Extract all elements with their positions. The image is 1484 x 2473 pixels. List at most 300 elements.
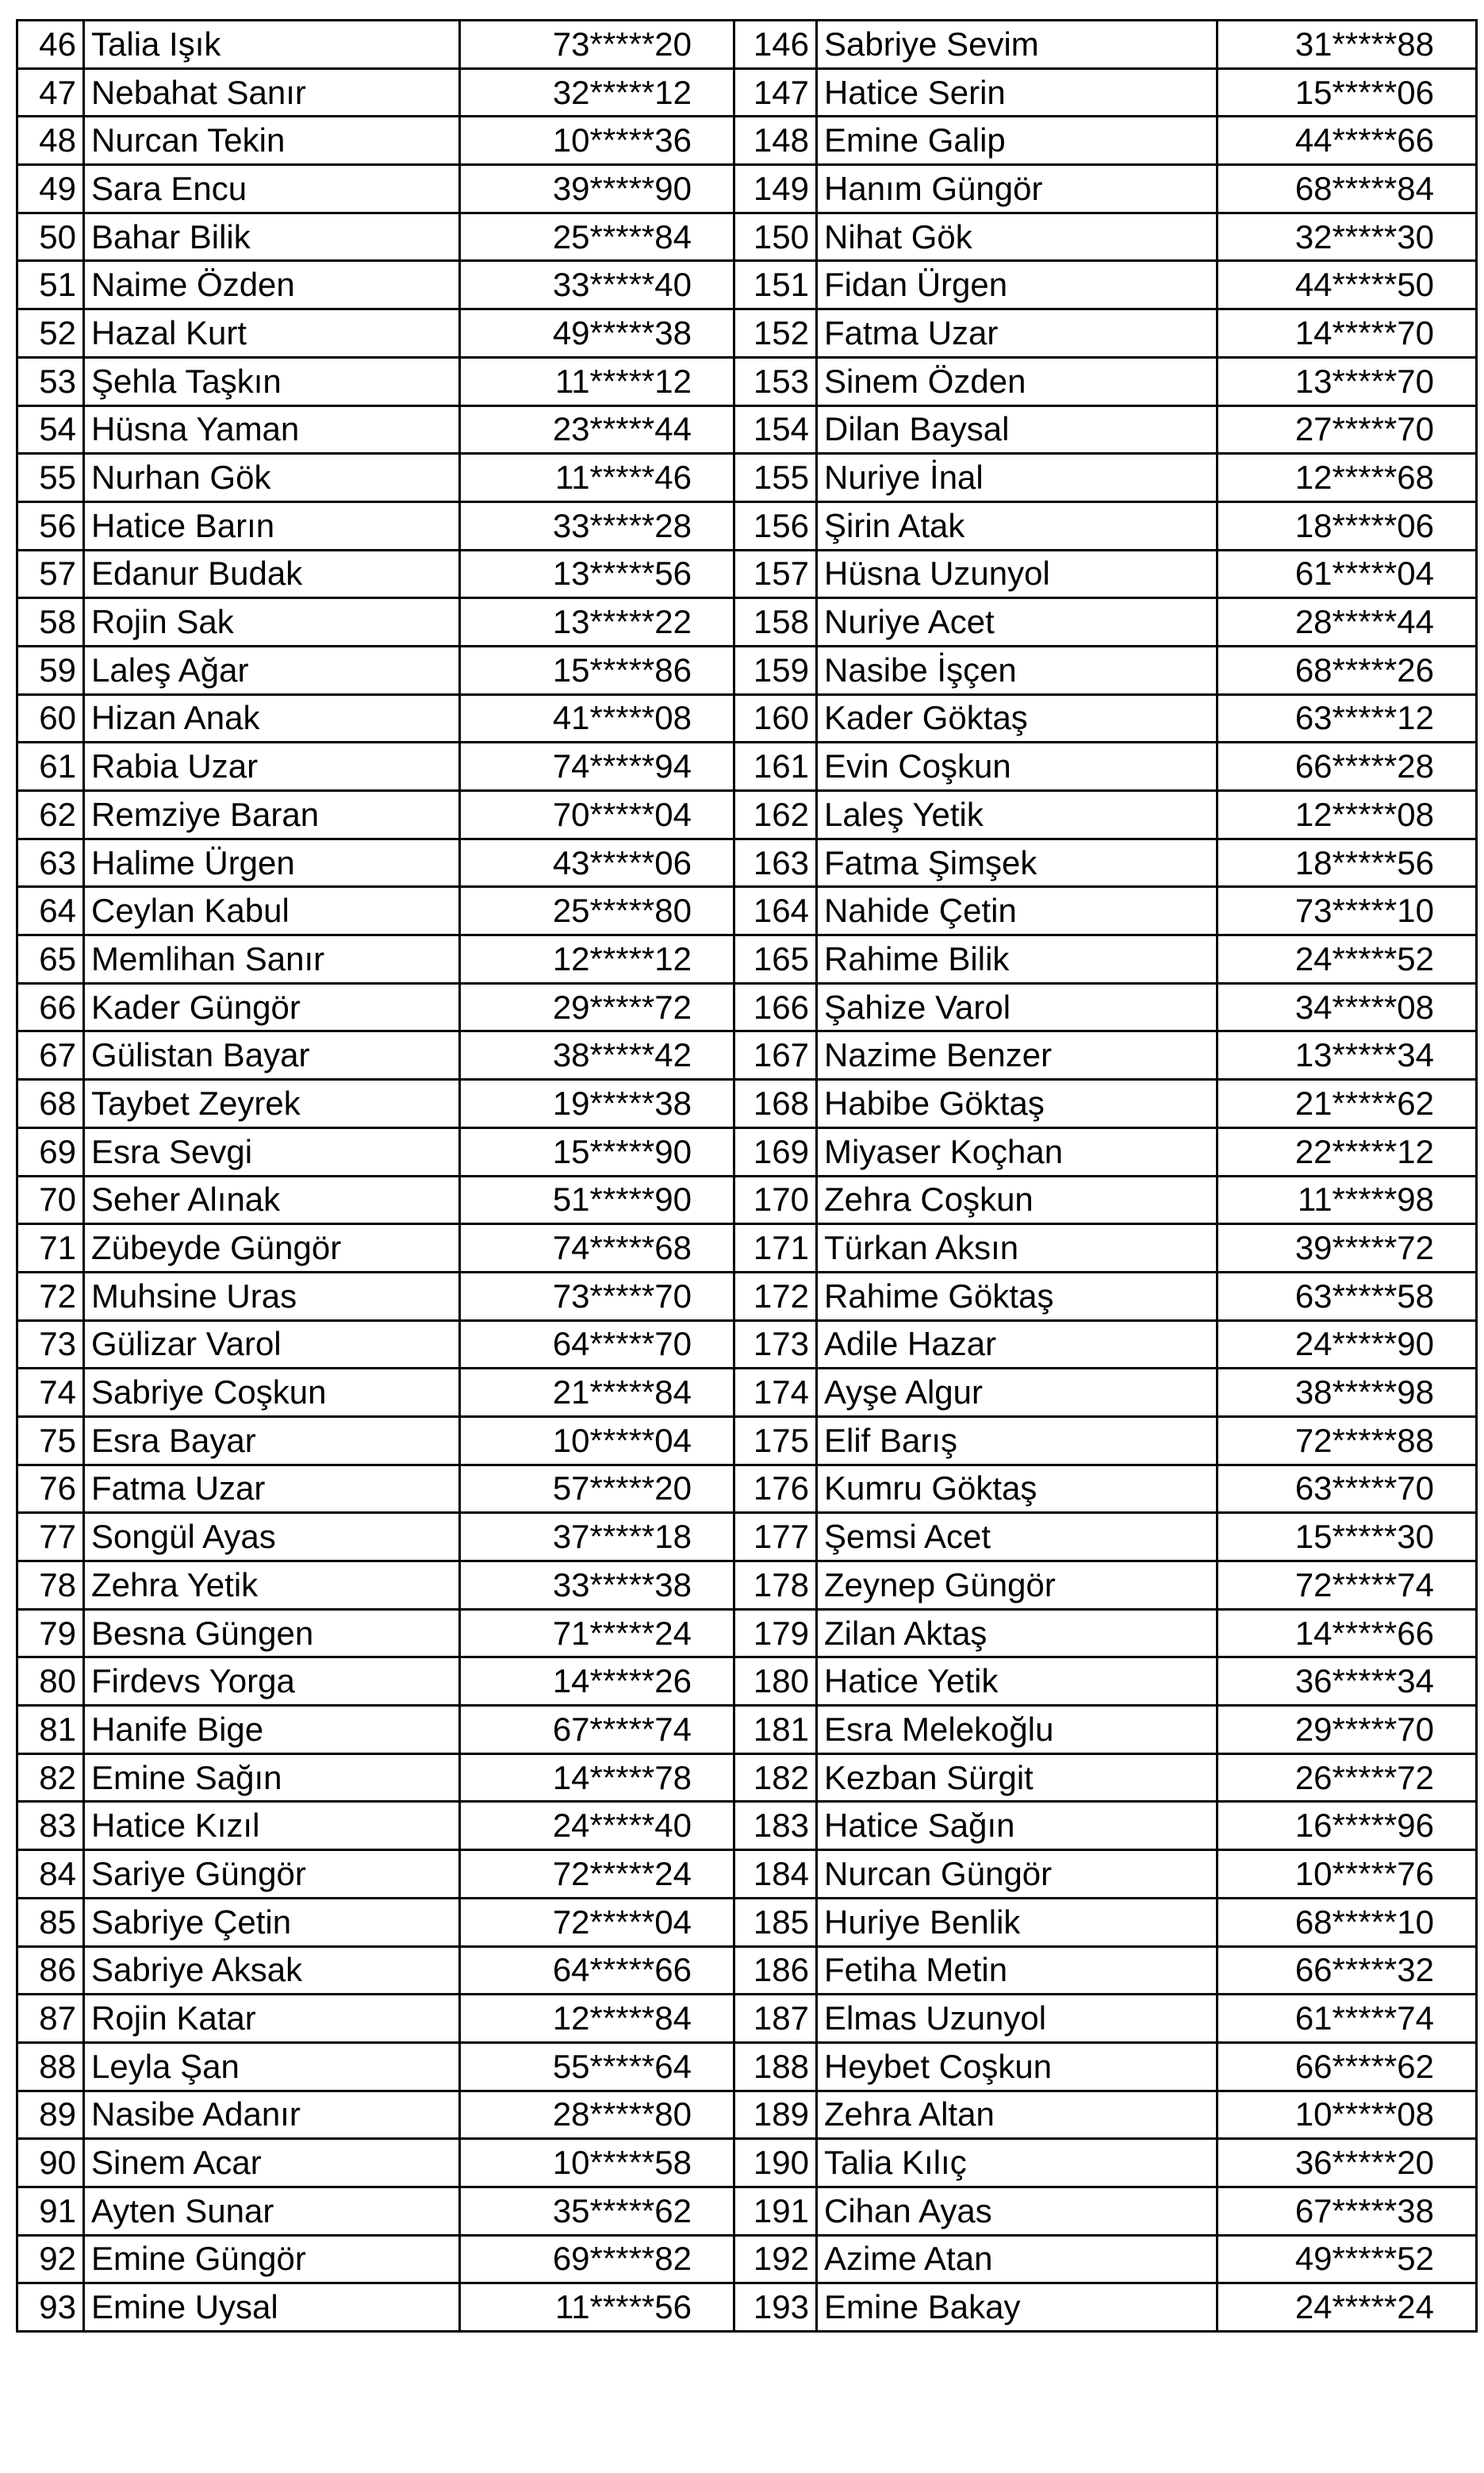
right-masked-id-cell: 66*****32 bbox=[1217, 1946, 1477, 1995]
right-person-name-cell: Nazime Benzer bbox=[817, 1031, 1217, 1080]
table-row bbox=[17, 309, 1477, 358]
right-person-name-cell: Kader Göktaş bbox=[817, 694, 1217, 743]
right-row-number-cell: 163 bbox=[734, 839, 817, 887]
left-row-number-cell: 93 bbox=[17, 2283, 84, 2332]
left-masked-id-cell: 57*****20 bbox=[460, 1465, 734, 1513]
left-person-name-cell: Edanur Budak bbox=[84, 550, 460, 598]
left-person-name-cell: Sabriye Çetin bbox=[84, 1898, 460, 1946]
table-row bbox=[17, 1513, 1477, 1561]
table-row bbox=[17, 983, 1477, 1031]
left-row-number-cell: 62 bbox=[17, 791, 84, 839]
table-row bbox=[17, 1609, 1477, 1657]
left-person-name-cell: Muhsine Uras bbox=[84, 1272, 460, 1320]
left-person-name-cell: Zübeyde Güngör bbox=[84, 1224, 460, 1273]
right-person-name-cell: Elmas Uzunyol bbox=[817, 1995, 1217, 2043]
table-row bbox=[17, 839, 1477, 887]
table-row bbox=[17, 1272, 1477, 1320]
table-row bbox=[17, 791, 1477, 839]
right-row-number-cell: 169 bbox=[734, 1127, 817, 1176]
left-masked-id-cell: 64*****70 bbox=[460, 1320, 734, 1369]
right-person-name-cell: Kezban Sürgit bbox=[817, 1753, 1217, 1802]
table-row bbox=[17, 1850, 1477, 1899]
right-row-number-cell: 162 bbox=[734, 791, 817, 839]
left-row-number-cell: 50 bbox=[17, 213, 84, 261]
left-masked-id-cell: 38*****42 bbox=[460, 1031, 734, 1080]
right-person-name-cell: Hatice Sağın bbox=[817, 1802, 1217, 1850]
table-row bbox=[17, 2187, 1477, 2235]
right-row-number-cell: 148 bbox=[734, 117, 817, 165]
table-row bbox=[17, 1224, 1477, 1273]
right-person-name-cell: Nahide Çetin bbox=[817, 887, 1217, 935]
right-row-number-cell: 158 bbox=[734, 598, 817, 647]
left-row-number-cell: 77 bbox=[17, 1513, 84, 1561]
left-masked-id-cell: 72*****04 bbox=[460, 1898, 734, 1946]
right-person-name-cell: Emine Bakay bbox=[817, 2283, 1217, 2332]
left-row-number-cell: 65 bbox=[17, 935, 84, 984]
right-row-number-cell: 156 bbox=[734, 501, 817, 550]
left-masked-id-cell: 33*****40 bbox=[460, 261, 734, 309]
right-person-name-cell: Cihan Ayas bbox=[817, 2187, 1217, 2235]
right-masked-id-cell: 68*****10 bbox=[1217, 1898, 1477, 1946]
left-masked-id-cell: 70*****04 bbox=[460, 791, 734, 839]
left-person-name-cell: Sara Encu bbox=[84, 165, 460, 213]
right-masked-id-cell: 61*****74 bbox=[1217, 1995, 1477, 2043]
left-person-name-cell: Zehra Yetik bbox=[84, 1561, 460, 1610]
left-person-name-cell: Sariye Güngör bbox=[84, 1850, 460, 1899]
right-row-number-cell: 167 bbox=[734, 1031, 817, 1080]
right-masked-id-cell: 34*****08 bbox=[1217, 983, 1477, 1031]
left-masked-id-cell: 13*****56 bbox=[460, 550, 734, 598]
table-row bbox=[17, 405, 1477, 454]
left-masked-id-cell: 10*****36 bbox=[460, 117, 734, 165]
right-masked-id-cell: 44*****50 bbox=[1217, 261, 1477, 309]
right-person-name-cell: Hanım Güngör bbox=[817, 165, 1217, 213]
right-person-name-cell: Rahime Bilik bbox=[817, 935, 1217, 984]
left-row-number-cell: 61 bbox=[17, 743, 84, 791]
left-row-number-cell: 52 bbox=[17, 309, 84, 358]
right-masked-id-cell: 16*****96 bbox=[1217, 1802, 1477, 1850]
right-masked-id-cell: 27*****70 bbox=[1217, 405, 1477, 454]
right-row-number-cell: 191 bbox=[734, 2187, 817, 2235]
left-masked-id-cell: 55*****64 bbox=[460, 2042, 734, 2091]
right-masked-id-cell: 73*****10 bbox=[1217, 887, 1477, 935]
left-person-name-cell: Nebahat Sanır bbox=[84, 68, 460, 117]
left-row-number-cell: 79 bbox=[17, 1609, 84, 1657]
right-person-name-cell: Nurcan Güngör bbox=[817, 1850, 1217, 1899]
right-row-number-cell: 151 bbox=[734, 261, 817, 309]
table-row bbox=[17, 694, 1477, 743]
left-masked-id-cell: 64*****66 bbox=[460, 1946, 734, 1995]
right-person-name-cell: Fidan Ürgen bbox=[817, 261, 1217, 309]
right-masked-id-cell: 24*****24 bbox=[1217, 2283, 1477, 2332]
left-person-name-cell: Remziye Baran bbox=[84, 791, 460, 839]
right-masked-id-cell: 31*****88 bbox=[1217, 21, 1477, 69]
table-row bbox=[17, 1753, 1477, 1802]
right-person-name-cell: Fatma Şimşek bbox=[817, 839, 1217, 887]
right-person-name-cell: Kumru Göktaş bbox=[817, 1465, 1217, 1513]
left-person-name-cell: Firdevs Yorga bbox=[84, 1657, 460, 1706]
left-person-name-cell: Sabriye Aksak bbox=[84, 1946, 460, 1995]
left-row-number-cell: 91 bbox=[17, 2187, 84, 2235]
right-person-name-cell: Huriye Benlik bbox=[817, 1898, 1217, 1946]
right-person-name-cell: Fetiha Metin bbox=[817, 1946, 1217, 1995]
left-person-name-cell: Fatma Uzar bbox=[84, 1465, 460, 1513]
left-masked-id-cell: 37*****18 bbox=[460, 1513, 734, 1561]
right-row-number-cell: 174 bbox=[734, 1369, 817, 1417]
table-row bbox=[17, 21, 1477, 69]
left-masked-id-cell: 33*****28 bbox=[460, 501, 734, 550]
right-row-number-cell: 147 bbox=[734, 68, 817, 117]
left-person-name-cell: Besna Güngen bbox=[84, 1609, 460, 1657]
left-person-name-cell: Ayten Sunar bbox=[84, 2187, 460, 2235]
left-masked-id-cell: 33*****38 bbox=[460, 1561, 734, 1610]
right-row-number-cell: 153 bbox=[734, 357, 817, 405]
right-row-number-cell: 170 bbox=[734, 1176, 817, 1224]
table-row bbox=[17, 646, 1477, 694]
right-row-number-cell: 149 bbox=[734, 165, 817, 213]
left-person-name-cell: Nurcan Tekin bbox=[84, 117, 460, 165]
right-person-name-cell: Laleş Yetik bbox=[817, 791, 1217, 839]
right-masked-id-cell: 10*****76 bbox=[1217, 1850, 1477, 1899]
right-person-name-cell: Azime Atan bbox=[817, 2235, 1217, 2283]
left-row-number-cell: 74 bbox=[17, 1369, 84, 1417]
right-row-number-cell: 181 bbox=[734, 1706, 817, 1754]
table-row bbox=[17, 1127, 1477, 1176]
right-person-name-cell: Elif Barış bbox=[817, 1416, 1217, 1465]
left-person-name-cell: Songül Ayas bbox=[84, 1513, 460, 1561]
table-row bbox=[17, 1898, 1477, 1946]
left-masked-id-cell: 29*****72 bbox=[460, 983, 734, 1031]
left-row-number-cell: 54 bbox=[17, 405, 84, 454]
left-masked-id-cell: 72*****24 bbox=[460, 1850, 734, 1899]
left-person-name-cell: Talia Işık bbox=[84, 21, 460, 69]
right-row-number-cell: 190 bbox=[734, 2139, 817, 2187]
right-masked-id-cell: 72*****88 bbox=[1217, 1416, 1477, 1465]
right-person-name-cell: Sabriye Sevim bbox=[817, 21, 1217, 69]
table-row bbox=[17, 1320, 1477, 1369]
left-row-number-cell: 73 bbox=[17, 1320, 84, 1369]
left-masked-id-cell: 74*****94 bbox=[460, 743, 734, 791]
right-row-number-cell: 175 bbox=[734, 1416, 817, 1465]
right-person-name-cell: Hatice Yetik bbox=[817, 1657, 1217, 1706]
table-row bbox=[17, 1995, 1477, 2043]
right-masked-id-cell: 28*****44 bbox=[1217, 598, 1477, 647]
table-row bbox=[17, 2283, 1477, 2332]
left-person-name-cell: Laleş Ağar bbox=[84, 646, 460, 694]
right-masked-id-cell: 38*****98 bbox=[1217, 1369, 1477, 1417]
left-person-name-cell: Taybet Zeyrek bbox=[84, 1080, 460, 1128]
left-masked-id-cell: 67*****74 bbox=[460, 1706, 734, 1754]
right-masked-id-cell: 68*****26 bbox=[1217, 646, 1477, 694]
left-person-name-cell: Esra Sevgi bbox=[84, 1127, 460, 1176]
left-row-number-cell: 63 bbox=[17, 839, 84, 887]
right-person-name-cell: Evin Coşkun bbox=[817, 743, 1217, 791]
table-row bbox=[17, 2235, 1477, 2283]
table-row bbox=[17, 1561, 1477, 1610]
table-row bbox=[17, 1080, 1477, 1128]
table-row bbox=[17, 68, 1477, 117]
left-person-name-cell: Rojin Katar bbox=[84, 1995, 460, 2043]
right-masked-id-cell: 36*****34 bbox=[1217, 1657, 1477, 1706]
left-row-number-cell: 85 bbox=[17, 1898, 84, 1946]
table-row bbox=[17, 1031, 1477, 1080]
right-row-number-cell: 185 bbox=[734, 1898, 817, 1946]
table-row bbox=[17, 501, 1477, 550]
right-masked-id-cell: 12*****68 bbox=[1217, 454, 1477, 502]
table-row bbox=[17, 357, 1477, 405]
right-person-name-cell: Heybet Coşkun bbox=[817, 2042, 1217, 2091]
left-person-name-cell: Esra Bayar bbox=[84, 1416, 460, 1465]
left-row-number-cell: 78 bbox=[17, 1561, 84, 1610]
left-masked-id-cell: 19*****38 bbox=[460, 1080, 734, 1128]
left-row-number-cell: 58 bbox=[17, 598, 84, 647]
right-person-name-cell: Zehra Coşkun bbox=[817, 1176, 1217, 1224]
left-masked-id-cell: 32*****12 bbox=[460, 68, 734, 117]
left-row-number-cell: 75 bbox=[17, 1416, 84, 1465]
left-person-name-cell: Hatice Kızıl bbox=[84, 1802, 460, 1850]
table-row bbox=[17, 743, 1477, 791]
right-masked-id-cell: 10*****08 bbox=[1217, 2091, 1477, 2139]
left-masked-id-cell: 15*****90 bbox=[460, 1127, 734, 1176]
right-masked-id-cell: 24*****90 bbox=[1217, 1320, 1477, 1369]
right-masked-id-cell: 63*****70 bbox=[1217, 1465, 1477, 1513]
left-row-number-cell: 46 bbox=[17, 21, 84, 69]
left-row-number-cell: 86 bbox=[17, 1946, 84, 1995]
right-person-name-cell: Türkan Aksın bbox=[817, 1224, 1217, 1273]
left-masked-id-cell: 73*****20 bbox=[460, 21, 734, 69]
right-person-name-cell: Nuriye İnal bbox=[817, 454, 1217, 502]
right-row-number-cell: 189 bbox=[734, 2091, 817, 2139]
table-row bbox=[17, 2139, 1477, 2187]
right-person-name-cell: Habibe Göktaş bbox=[817, 1080, 1217, 1128]
right-person-name-cell: Dilan Baysal bbox=[817, 405, 1217, 454]
right-person-name-cell: Sinem Özden bbox=[817, 357, 1217, 405]
left-masked-id-cell: 15*****86 bbox=[460, 646, 734, 694]
left-row-number-cell: 48 bbox=[17, 117, 84, 165]
left-person-name-cell: Emine Sağın bbox=[84, 1753, 460, 1802]
table-row bbox=[17, 1802, 1477, 1850]
left-masked-id-cell: 39*****90 bbox=[460, 165, 734, 213]
left-person-name-cell: Bahar Bilik bbox=[84, 213, 460, 261]
table-row bbox=[17, 1176, 1477, 1224]
right-row-number-cell: 165 bbox=[734, 935, 817, 984]
left-row-number-cell: 87 bbox=[17, 1995, 84, 2043]
right-person-name-cell: Ayşe Algur bbox=[817, 1369, 1217, 1417]
right-row-number-cell: 171 bbox=[734, 1224, 817, 1273]
table-row bbox=[17, 1946, 1477, 1995]
right-row-number-cell: 172 bbox=[734, 1272, 817, 1320]
right-masked-id-cell: 44*****66 bbox=[1217, 117, 1477, 165]
right-person-name-cell: Rahime Göktaş bbox=[817, 1272, 1217, 1320]
right-row-number-cell: 150 bbox=[734, 213, 817, 261]
left-row-number-cell: 89 bbox=[17, 2091, 84, 2139]
right-person-name-cell: Zeynep Güngör bbox=[817, 1561, 1217, 1610]
right-row-number-cell: 159 bbox=[734, 646, 817, 694]
left-row-number-cell: 81 bbox=[17, 1706, 84, 1754]
left-person-name-cell: Hizan Anak bbox=[84, 694, 460, 743]
right-masked-id-cell: 36*****20 bbox=[1217, 2139, 1477, 2187]
left-person-name-cell: Leyla Şan bbox=[84, 2042, 460, 2091]
right-masked-id-cell: 67*****38 bbox=[1217, 2187, 1477, 2235]
left-masked-id-cell: 10*****04 bbox=[460, 1416, 734, 1465]
name-list-table bbox=[16, 19, 1478, 2333]
left-person-name-cell: Rojin Sak bbox=[84, 598, 460, 647]
right-masked-id-cell: 24*****52 bbox=[1217, 935, 1477, 984]
left-masked-id-cell: 12*****84 bbox=[460, 1995, 734, 2043]
right-row-number-cell: 177 bbox=[734, 1513, 817, 1561]
left-row-number-cell: 66 bbox=[17, 983, 84, 1031]
left-person-name-cell: Nasibe Adanır bbox=[84, 2091, 460, 2139]
left-masked-id-cell: 24*****40 bbox=[460, 1802, 734, 1850]
right-person-name-cell: Hatice Serin bbox=[817, 68, 1217, 117]
left-row-number-cell: 71 bbox=[17, 1224, 84, 1273]
left-row-number-cell: 59 bbox=[17, 646, 84, 694]
left-masked-id-cell: 35*****62 bbox=[460, 2187, 734, 2235]
right-person-name-cell: Zilan Aktaş bbox=[817, 1609, 1217, 1657]
table-row bbox=[17, 1657, 1477, 1706]
left-row-number-cell: 55 bbox=[17, 454, 84, 502]
left-masked-id-cell: 71*****24 bbox=[460, 1609, 734, 1657]
right-row-number-cell: 176 bbox=[734, 1465, 817, 1513]
right-row-number-cell: 160 bbox=[734, 694, 817, 743]
left-person-name-cell: Hazal Kurt bbox=[84, 309, 460, 358]
right-masked-id-cell: 14*****70 bbox=[1217, 309, 1477, 358]
left-person-name-cell: Hatice Barın bbox=[84, 501, 460, 550]
left-person-name-cell: Nurhan Gök bbox=[84, 454, 460, 502]
right-row-number-cell: 178 bbox=[734, 1561, 817, 1610]
left-person-name-cell: Naime Özden bbox=[84, 261, 460, 309]
left-masked-id-cell: 69*****82 bbox=[460, 2235, 734, 2283]
left-row-number-cell: 90 bbox=[17, 2139, 84, 2187]
right-masked-id-cell: 14*****66 bbox=[1217, 1609, 1477, 1657]
left-masked-id-cell: 25*****84 bbox=[460, 213, 734, 261]
right-masked-id-cell: 32*****30 bbox=[1217, 213, 1477, 261]
right-masked-id-cell: 21*****62 bbox=[1217, 1080, 1477, 1128]
left-row-number-cell: 67 bbox=[17, 1031, 84, 1080]
left-row-number-cell: 51 bbox=[17, 261, 84, 309]
right-masked-id-cell: 18*****06 bbox=[1217, 501, 1477, 550]
right-row-number-cell: 188 bbox=[734, 2042, 817, 2091]
left-row-number-cell: 47 bbox=[17, 68, 84, 117]
left-person-name-cell: Seher Alınak bbox=[84, 1176, 460, 1224]
left-row-number-cell: 83 bbox=[17, 1802, 84, 1850]
left-masked-id-cell: 11*****56 bbox=[460, 2283, 734, 2332]
right-masked-id-cell: 66*****62 bbox=[1217, 2042, 1477, 2091]
left-row-number-cell: 68 bbox=[17, 1080, 84, 1128]
left-person-name-cell: Gülizar Varol bbox=[84, 1320, 460, 1369]
right-person-name-cell: Nuriye Acet bbox=[817, 598, 1217, 647]
right-person-name-cell: Adile Hazar bbox=[817, 1320, 1217, 1369]
left-person-name-cell: Memlihan Sanır bbox=[84, 935, 460, 984]
right-person-name-cell: Nasibe İşçen bbox=[817, 646, 1217, 694]
right-person-name-cell: Miyaser Koçhan bbox=[817, 1127, 1217, 1176]
right-masked-id-cell: 15*****30 bbox=[1217, 1513, 1477, 1561]
right-masked-id-cell: 15*****06 bbox=[1217, 68, 1477, 117]
table-row bbox=[17, 1465, 1477, 1513]
right-masked-id-cell: 63*****12 bbox=[1217, 694, 1477, 743]
left-person-name-cell: Kader Güngör bbox=[84, 983, 460, 1031]
left-masked-id-cell: 41*****08 bbox=[460, 694, 734, 743]
left-masked-id-cell: 11*****12 bbox=[460, 357, 734, 405]
left-row-number-cell: 80 bbox=[17, 1657, 84, 1706]
right-row-number-cell: 193 bbox=[734, 2283, 817, 2332]
left-person-name-cell: Hüsna Yaman bbox=[84, 405, 460, 454]
right-person-name-cell: Nihat Gök bbox=[817, 213, 1217, 261]
table-row bbox=[17, 887, 1477, 935]
right-masked-id-cell: 49*****52 bbox=[1217, 2235, 1477, 2283]
left-masked-id-cell: 13*****22 bbox=[460, 598, 734, 647]
table-row bbox=[17, 213, 1477, 261]
right-masked-id-cell: 68*****84 bbox=[1217, 165, 1477, 213]
left-masked-id-cell: 12*****12 bbox=[460, 935, 734, 984]
right-person-name-cell: Şirin Atak bbox=[817, 501, 1217, 550]
right-masked-id-cell: 26*****72 bbox=[1217, 1753, 1477, 1802]
left-person-name-cell: Sabriye Coşkun bbox=[84, 1369, 460, 1417]
table-body bbox=[17, 21, 1477, 2332]
left-masked-id-cell: 73*****70 bbox=[460, 1272, 734, 1320]
left-row-number-cell: 88 bbox=[17, 2042, 84, 2091]
left-person-name-cell: Halime Ürgen bbox=[84, 839, 460, 887]
left-person-name-cell: Gülistan Bayar bbox=[84, 1031, 460, 1080]
left-row-number-cell: 56 bbox=[17, 501, 84, 550]
right-masked-id-cell: 13*****34 bbox=[1217, 1031, 1477, 1080]
left-masked-id-cell: 23*****44 bbox=[460, 405, 734, 454]
left-person-name-cell: Emine Uysal bbox=[84, 2283, 460, 2332]
left-person-name-cell: Ceylan Kabul bbox=[84, 887, 460, 935]
right-row-number-cell: 152 bbox=[734, 309, 817, 358]
right-person-name-cell: Hüsna Uzunyol bbox=[817, 550, 1217, 598]
left-masked-id-cell: 14*****26 bbox=[460, 1657, 734, 1706]
right-masked-id-cell: 12*****08 bbox=[1217, 791, 1477, 839]
right-row-number-cell: 182 bbox=[734, 1753, 817, 1802]
left-person-name-cell: Emine Güngör bbox=[84, 2235, 460, 2283]
right-row-number-cell: 154 bbox=[734, 405, 817, 454]
left-row-number-cell: 84 bbox=[17, 1850, 84, 1899]
left-person-name-cell: Sinem Acar bbox=[84, 2139, 460, 2187]
table-row bbox=[17, 117, 1477, 165]
right-masked-id-cell: 13*****70 bbox=[1217, 357, 1477, 405]
right-masked-id-cell: 29*****70 bbox=[1217, 1706, 1477, 1754]
table-row bbox=[17, 261, 1477, 309]
left-row-number-cell: 60 bbox=[17, 694, 84, 743]
right-masked-id-cell: 61*****04 bbox=[1217, 550, 1477, 598]
right-row-number-cell: 168 bbox=[734, 1080, 817, 1128]
right-row-number-cell: 157 bbox=[734, 550, 817, 598]
right-row-number-cell: 186 bbox=[734, 1946, 817, 1995]
left-masked-id-cell: 51*****90 bbox=[460, 1176, 734, 1224]
table-row bbox=[17, 165, 1477, 213]
left-row-number-cell: 49 bbox=[17, 165, 84, 213]
left-row-number-cell: 82 bbox=[17, 1753, 84, 1802]
left-row-number-cell: 57 bbox=[17, 550, 84, 598]
right-person-name-cell: Şemsi Acet bbox=[817, 1513, 1217, 1561]
left-masked-id-cell: 28*****80 bbox=[460, 2091, 734, 2139]
table-row bbox=[17, 454, 1477, 502]
left-masked-id-cell: 21*****84 bbox=[460, 1369, 734, 1417]
right-masked-id-cell: 11*****98 bbox=[1217, 1176, 1477, 1224]
left-person-name-cell: Rabia Uzar bbox=[84, 743, 460, 791]
right-row-number-cell: 179 bbox=[734, 1609, 817, 1657]
right-person-name-cell: Zehra Altan bbox=[817, 2091, 1217, 2139]
left-row-number-cell: 92 bbox=[17, 2235, 84, 2283]
table-row bbox=[17, 1369, 1477, 1417]
left-masked-id-cell: 43*****06 bbox=[460, 839, 734, 887]
right-row-number-cell: 183 bbox=[734, 1802, 817, 1850]
right-masked-id-cell: 66*****28 bbox=[1217, 743, 1477, 791]
left-masked-id-cell: 11*****46 bbox=[460, 454, 734, 502]
table-row bbox=[17, 935, 1477, 984]
left-masked-id-cell: 74*****68 bbox=[460, 1224, 734, 1273]
